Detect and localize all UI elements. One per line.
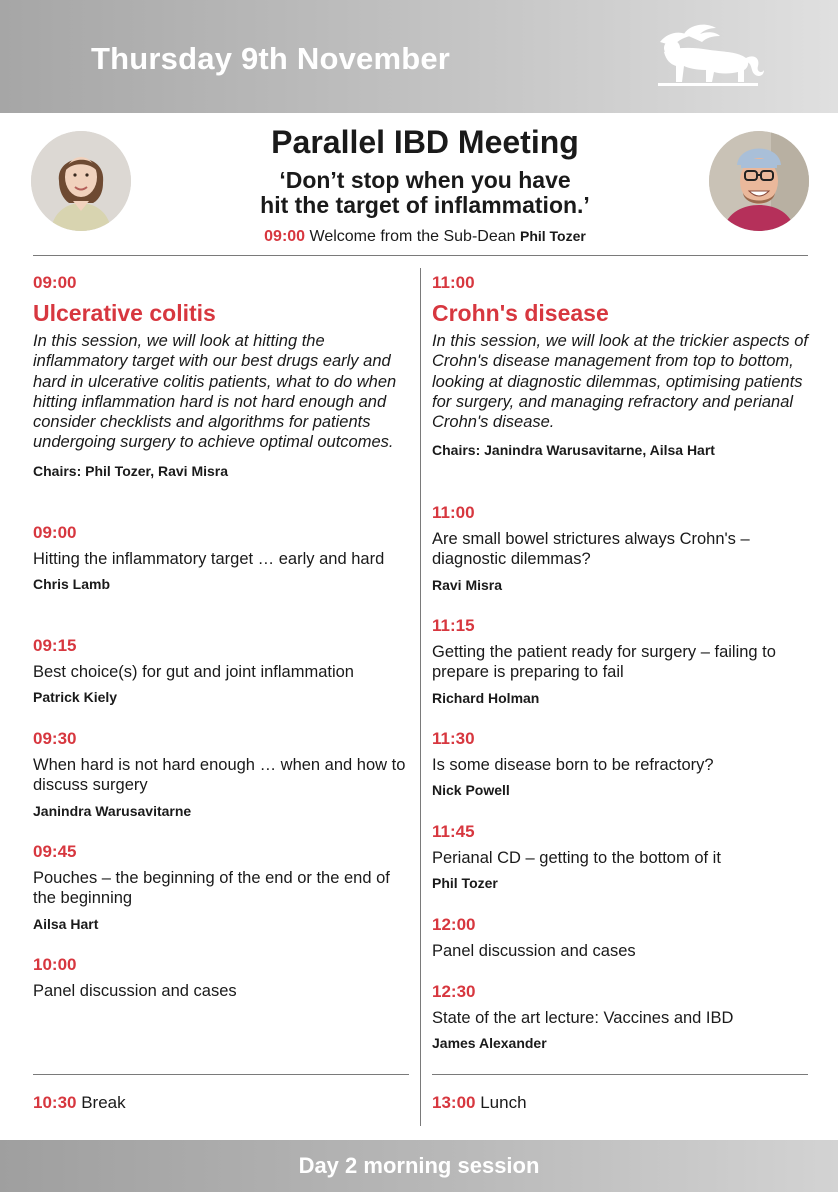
avatar-man-icon <box>709 131 809 231</box>
session-chairs: Chairs: Phil Tozer, Ravi Misra <box>33 462 229 479</box>
day-session-label: Day 2 morning session <box>298 1153 540 1178</box>
right-footer-lunch <box>432 1093 527 1113</box>
speaker-photo-left <box>31 131 131 231</box>
talk-time: 12:30 <box>432 982 476 1001</box>
talk-item <box>33 729 413 820</box>
talk-title: State of the art lecture: Vaccines and IBD <box>432 1009 734 1027</box>
talk-item <box>432 616 812 707</box>
talk-time: 09:00 <box>33 523 77 542</box>
talk-time: 10:00 <box>33 955 77 974</box>
cd-session-header <box>432 273 812 459</box>
talk-speaker: Janindra Warusavitarne <box>33 802 192 819</box>
talk-title: Getting the patient ready for surgery – failing to prepare is preparing to fail <box>432 643 776 682</box>
welcome-line <box>180 228 670 246</box>
break-label: Break <box>81 1093 126 1112</box>
talk-title: Panel discussion and cases <box>432 942 636 960</box>
talk-time: 11:30 <box>432 729 475 748</box>
talk-item <box>33 842 413 933</box>
talk-item <box>432 729 812 799</box>
talk-item <box>432 915 812 961</box>
session-title: Ulcerative colitis <box>33 300 216 326</box>
talk-title: When hard is not hard enough … when and how to discuss surgery <box>33 756 406 795</box>
top-banner <box>0 0 838 113</box>
welcome-time: 09:00 <box>264 228 306 245</box>
talk-item <box>432 503 812 594</box>
talk-title: Perianal CD – getting to the bottom of it <box>432 849 721 867</box>
left-footer-break <box>33 1093 126 1113</box>
talk-item <box>33 523 413 593</box>
talk-title: Pouches – the beginning of the end or the end of the beginning <box>33 869 390 908</box>
banner-date: Thursday 9th November <box>91 41 451 76</box>
winged-lion-logo-icon <box>650 22 766 88</box>
talk-time: 09:30 <box>33 729 77 748</box>
talk-speaker: Richard Holman <box>432 689 540 706</box>
right-footer-divider <box>432 1074 808 1075</box>
talk-time: 12:00 <box>432 915 476 934</box>
lunch-time: 13:00 <box>432 1093 476 1112</box>
talk-speaker: Phil Tozer <box>432 875 498 892</box>
talk-item <box>33 955 413 1001</box>
talk-speaker: Patrick Kiely <box>33 689 118 706</box>
meeting-quote-line: hit the target of inflammation.’ <box>260 192 590 218</box>
talk-item <box>432 982 812 1052</box>
talk-time: 11:15 <box>432 616 475 635</box>
bottom-banner <box>0 1140 838 1192</box>
session-title: Crohn's disease <box>432 300 609 326</box>
break-time: 10:30 <box>33 1093 77 1112</box>
talk-speaker: Ailsa Hart <box>33 915 99 932</box>
welcome-speaker: Phil Tozer <box>519 228 586 244</box>
talk-speaker: Nick Powell <box>432 782 510 799</box>
talk-time: 11:45 <box>432 822 475 841</box>
column-divider <box>420 268 421 1126</box>
avatar-woman-icon <box>31 131 131 231</box>
talk-speaker: James Alexander <box>432 1035 547 1052</box>
welcome-text: Welcome from the Sub-Dean <box>309 228 516 245</box>
talk-item <box>33 636 413 706</box>
talk-title: Are small bowel strictures always Crohn's – diagnostic dilemmas? <box>432 530 750 569</box>
talk-title: Panel discussion and cases <box>33 982 237 1000</box>
meeting-quote-line: ‘Don’t stop when you have <box>279 167 571 193</box>
talk-speaker: Ravi Misra <box>432 576 503 593</box>
session-description: In this session, we will look at hitting the inflammatory target with our best drugs early and hard in ulcerative colitis patients, what to do when hitting inflammation hard is not hard enough and consider checklists and algorithms for patients undergoing surgery to achieve optimal outcomes. <box>33 332 397 452</box>
talk-speaker: Chris Lamb <box>33 576 111 593</box>
session-description: In this session, we will look at the trickier aspects of Crohn's disease management from top to bottom, looking at diagnostic dilemmas, optimising patients for surgery, and managing refractory and perianal Crohn's disease. <box>432 332 808 432</box>
talk-item <box>432 822 812 892</box>
talk-title: Hitting the inflammatory target … early and hard <box>33 550 385 568</box>
talk-title: Is some disease born to be refractory? <box>432 756 714 774</box>
talk-title: Best choice(s) for gut and joint inflammation <box>33 663 354 681</box>
speaker-photo-right <box>709 131 809 231</box>
meeting-quote <box>180 168 670 218</box>
lunch-label: Lunch <box>480 1093 527 1112</box>
session-chairs: Chairs: Janindra Warusavitarne, Ailsa Hart <box>432 442 715 459</box>
talk-time: 09:45 <box>33 842 77 861</box>
meeting-title: Parallel IBD Meeting <box>271 124 579 160</box>
header-divider <box>33 255 808 256</box>
talk-time: 09:15 <box>33 636 77 655</box>
talk-time: 11:00 <box>432 503 475 522</box>
session-time: 09:00 <box>33 273 77 292</box>
uc-session-header <box>33 273 413 480</box>
session-time: 11:00 <box>432 273 475 292</box>
left-footer-divider <box>33 1074 409 1075</box>
